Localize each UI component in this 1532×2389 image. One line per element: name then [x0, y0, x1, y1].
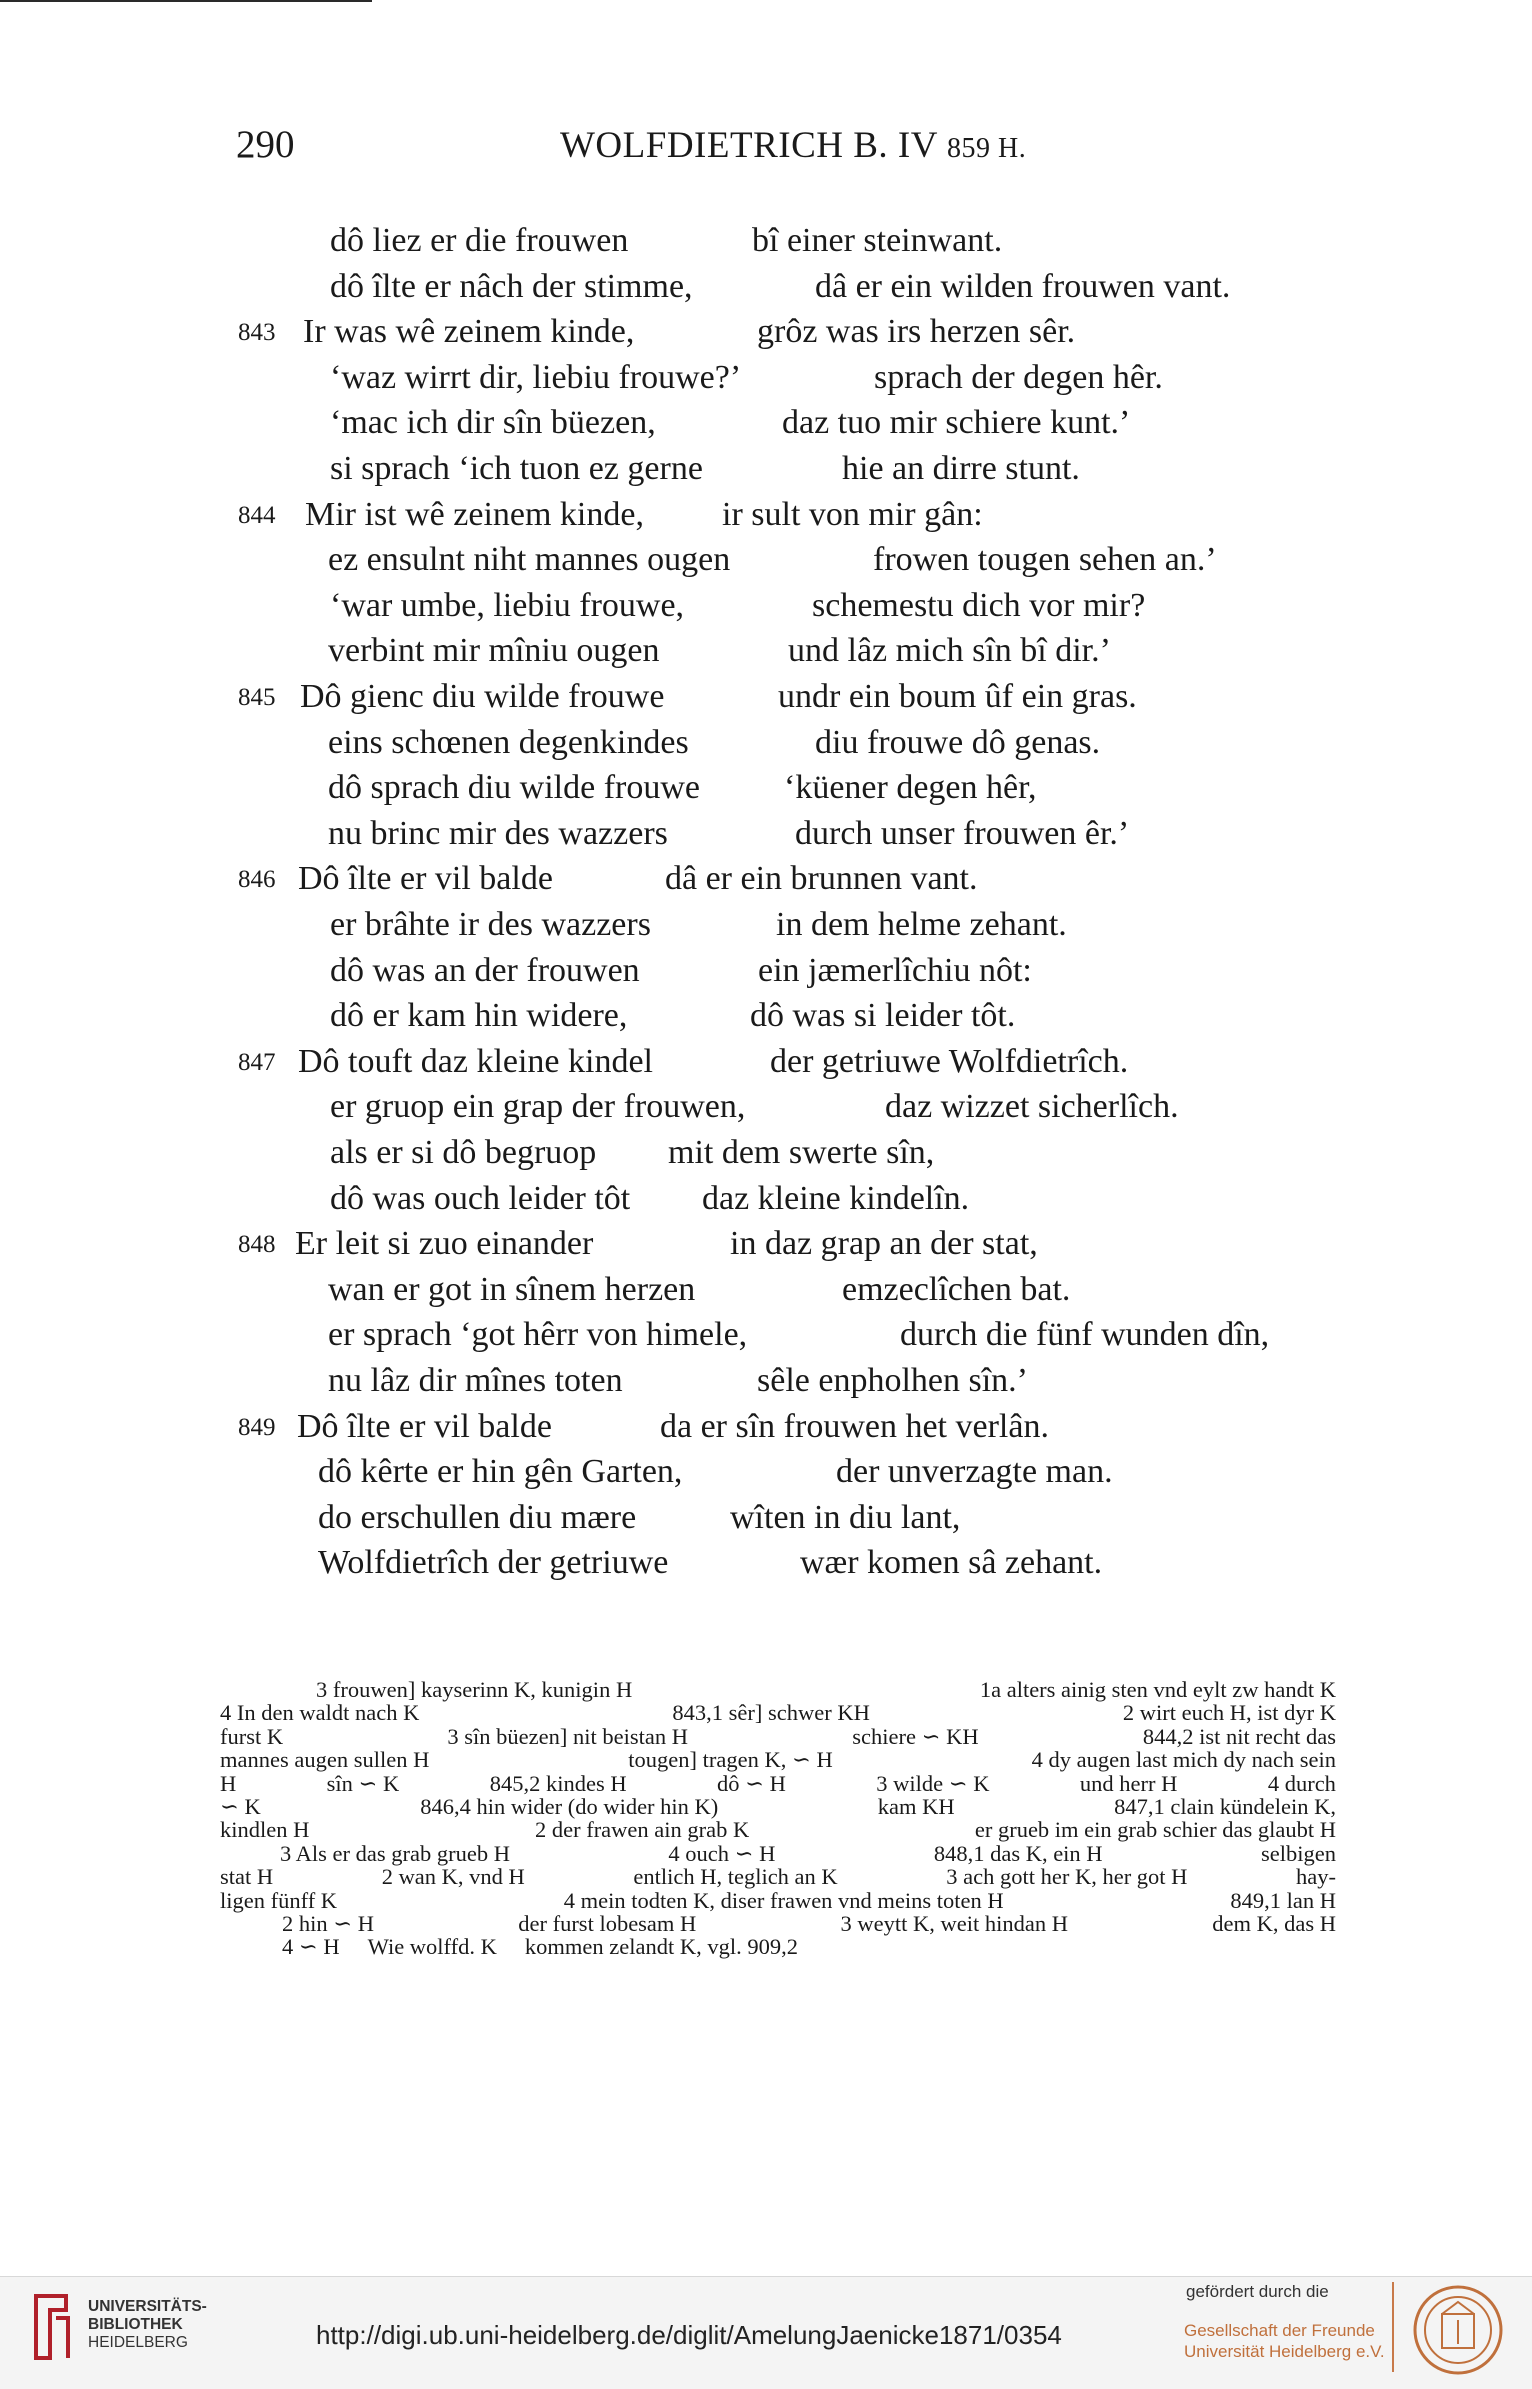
- verse-line: [0, 1180, 1320, 1226]
- verse-line: [0, 450, 1320, 496]
- apparatus-entry: 3 wilde ∽ K: [876, 1770, 990, 1796]
- half-line-a: ‘mac ich dir sîn büezen,: [330, 404, 656, 441]
- stanza-number: 845: [238, 684, 276, 711]
- apparatus-entry: 3 weytt K, weit hindan H: [840, 1910, 1068, 1936]
- apparatus-entry: 1a alters ainig sten vnd eylt zw handt K: [979, 1677, 1336, 1702]
- half-line-b: schemestu dich vor mir?: [812, 587, 1146, 624]
- half-line-a: Wolfdietrîch der getriuwe: [318, 1544, 669, 1581]
- half-line-b: daz tuo mir schiere kunt.’: [782, 404, 1131, 441]
- half-line-a: wan er got in sînem herzen: [328, 1271, 696, 1308]
- verse-line: [0, 1043, 1320, 1089]
- half-line-a: dô liez er die frouwen: [330, 222, 629, 259]
- half-line-b: dâ er ein brunnen vant.: [665, 860, 978, 897]
- half-line-a: ez ensulnt niht mannes ougen: [328, 541, 731, 578]
- apparatus-entry: mannes augen sullen H: [220, 1747, 430, 1773]
- apparatus-entry: 4 mein todten K, diser frawen vnd meins toten H: [563, 1887, 1004, 1913]
- half-line-a: dô er kam hin widere,: [330, 997, 628, 1034]
- page-number: 290: [236, 123, 295, 166]
- critical-apparatus: [220, 1678, 1336, 1959]
- apparatus-entry: 843,1 sêr] schwer KH: [672, 1700, 870, 1726]
- apparatus-line: [220, 1865, 1336, 1888]
- apparatus-entry: 848,1 das K, ein H: [933, 1840, 1103, 1866]
- half-line-a: Dô îlte er vil balde: [297, 1408, 552, 1445]
- verse-line: [0, 1134, 1320, 1180]
- verse-line: [0, 632, 1320, 678]
- library-name-line: UNIVERSITÄTS-: [88, 2298, 207, 2315]
- stanza-number: 843: [238, 319, 276, 346]
- half-line-a: nu lâz dir mînes toten: [328, 1362, 623, 1399]
- verse-line: [0, 222, 1320, 268]
- half-line-b: durch die fünf wunden dîn,: [900, 1316, 1270, 1353]
- apparatus-entry: schiere ∽ KH: [852, 1723, 979, 1749]
- verse-line: [0, 678, 1320, 724]
- verse-line: [0, 1088, 1320, 1134]
- sponsor-name-line: Gesellschaft der Freunde: [1184, 2321, 1375, 2340]
- library-name-line: HEIDELBERG: [88, 2334, 188, 2351]
- stanza-number: 849: [238, 1414, 276, 1441]
- verse-line: [0, 860, 1320, 906]
- half-line-a: er gruop ein grap der frouwen,: [330, 1088, 746, 1125]
- university-seal-icon: [1412, 2284, 1504, 2376]
- verse-line: [0, 587, 1320, 633]
- apparatus-entry: tougen] tragen K, ∽ H: [628, 1747, 833, 1773]
- half-line-a: dô kêrte er hin gên Garten,: [318, 1453, 683, 1490]
- apparatus-entry: Wie wolffd. K: [367, 1934, 497, 1960]
- apparatus-entry: 845,2 kindes H: [489, 1770, 627, 1796]
- half-line-b: daz wizzet sicherlîch.: [885, 1088, 1179, 1125]
- apparatus-entry: hay-: [1296, 1864, 1336, 1890]
- verse-line: [0, 1316, 1320, 1362]
- half-line-b: grôz was irs herzen sêr.: [757, 313, 1076, 350]
- sponsor-divider: [1392, 2282, 1394, 2372]
- apparatus-entry: 3 ach gott her K, her got H: [946, 1864, 1188, 1890]
- apparatus-entry: 2 wirt euch H, ist dyr K: [1122, 1700, 1336, 1726]
- apparatus-entry: kam KH: [877, 1793, 955, 1819]
- apparatus-entry: ∽ K: [220, 1793, 261, 1819]
- apparatus-entry: 847,1 clain kündelein K,: [1114, 1793, 1336, 1819]
- half-line-a: dô was an der frouwen: [330, 952, 640, 989]
- apparatus-entry: 4 ∽ H: [282, 1934, 340, 1960]
- half-line-b: ‘küener degen hêr,: [784, 769, 1037, 806]
- apparatus-line: [220, 1678, 1336, 1701]
- half-line-a: ‘waz wirrt dir, liebiu frouwe?’: [330, 359, 742, 396]
- half-line-b: hie an dirre stunt.: [842, 450, 1080, 487]
- verse-line: [0, 1225, 1320, 1271]
- half-line-b: ein jæmerlîchiu nôt:: [758, 952, 1032, 989]
- stanza-number: 846: [238, 866, 276, 893]
- running-head-ref: 859 H.: [947, 133, 1027, 164]
- library-logo-icon: [30, 2292, 72, 2362]
- verse-line: [0, 404, 1320, 450]
- half-line-a: nu brinc mir des wazzers: [328, 815, 668, 852]
- verse-line: [0, 359, 1320, 405]
- apparatus-entry: sîn ∽ K: [326, 1770, 400, 1796]
- half-line-b: in dem helme zehant.: [776, 906, 1067, 943]
- apparatus-line: [220, 1912, 1336, 1935]
- half-line-a: Dô touft daz kleine kindel: [298, 1043, 654, 1080]
- verse-line: [0, 1453, 1320, 1499]
- sponsor-name: [1184, 2320, 1385, 2362]
- verse-line: [0, 541, 1320, 587]
- half-line-a: do erschullen diu mære: [318, 1499, 637, 1536]
- apparatus-line: [220, 1889, 1336, 1912]
- half-line-b: diu frouwe dô genas.: [815, 724, 1101, 761]
- half-line-b: sprach der degen hêr.: [874, 359, 1163, 396]
- apparatus-entry: furst K: [220, 1723, 284, 1749]
- apparatus-line: [220, 1842, 1336, 1865]
- half-line-b: wær komen sâ zehant.: [800, 1544, 1103, 1581]
- half-line-b: dâ er ein wilden frouwen vant.: [815, 268, 1231, 305]
- apparatus-entry: 846,4 hin wider (do wider hin K): [420, 1793, 719, 1819]
- verse-line: [0, 268, 1320, 314]
- half-line-b: mit dem swerte sîn,: [668, 1134, 935, 1171]
- half-line-b: durch unser frouwen êr.’: [795, 815, 1130, 852]
- verse-line: [0, 1271, 1320, 1317]
- half-line-a: Ir was wê zeinem kinde,: [303, 313, 635, 350]
- half-line-b: frowen tougen sehen an.’: [873, 541, 1217, 578]
- apparatus-entry: kommen zelandt K, vgl. 909,2: [524, 1934, 798, 1960]
- half-line-a: Mir ist wê zeinem kinde,: [305, 496, 644, 533]
- verse-line: [0, 1408, 1320, 1454]
- apparatus-entry: er grueb im ein grab schier das glaubt H: [974, 1817, 1336, 1843]
- half-line-b: emzeclîchen bat.: [842, 1271, 1071, 1308]
- half-line-b: sêle enpholhen sîn.’: [757, 1362, 1028, 1399]
- verse-line: [0, 769, 1320, 815]
- apparatus-entry: dem K, das H: [1212, 1910, 1336, 1936]
- half-line-a: dô was ouch leider tôt: [330, 1180, 631, 1217]
- half-line-a: ‘war umbe, liebiu frouwe,: [330, 587, 685, 624]
- stanza-number: 847: [238, 1049, 276, 1076]
- apparatus-line: [220, 1772, 1336, 1795]
- sponsor-name-line: Universität Heidelberg e.V.: [1184, 2342, 1385, 2361]
- half-line-a: Dô îlte er vil balde: [298, 860, 553, 897]
- verse-line: [0, 815, 1320, 861]
- half-line-a: als er si dô begruop: [330, 1134, 597, 1171]
- verse-line: [0, 1362, 1320, 1408]
- half-line-b: ir sult von mir gân:: [722, 496, 983, 533]
- verse-line: [0, 997, 1320, 1043]
- apparatus-entry: 4 durch: [1267, 1770, 1336, 1796]
- apparatus-entry: selbigen: [1261, 1840, 1336, 1866]
- apparatus-entry: 3 frouwen] kayserinn K, kunigin H: [316, 1677, 633, 1702]
- half-line-a: er sprach ‘got hêrr von himele,: [328, 1316, 748, 1353]
- half-line-b: dô was si leider tôt.: [750, 997, 1016, 1034]
- half-line-b: der unverzagte man.: [836, 1453, 1113, 1490]
- apparatus-line: [220, 1795, 1336, 1818]
- apparatus-entry: und herr H: [1079, 1770, 1178, 1796]
- apparatus-entry: dô ∽ H: [717, 1770, 786, 1796]
- permalink-url[interactable]: http://digi.ub.uni-heidelberg.de/diglit/AmelungJaenicke1871/0354: [316, 2320, 1062, 2350]
- apparatus-entry: stat H: [220, 1864, 274, 1890]
- library-name-line: BIBLIOTHEK: [88, 2316, 183, 2333]
- verse-line: [0, 313, 1320, 359]
- half-line-a: si sprach ‘ich tuon ez gerne: [330, 450, 703, 487]
- apparatus-entry: 4 In den waldt nach K: [220, 1700, 420, 1726]
- half-line-b: und lâz mich sîn bî dir.’: [788, 632, 1111, 669]
- half-line-a: dô îlte er nâch der stimme,: [330, 268, 693, 305]
- half-line-a: verbint mir mîniu ougen: [328, 632, 660, 669]
- verse-line: [0, 1499, 1320, 1545]
- apparatus-entry: 849,1 lan H: [1230, 1887, 1336, 1913]
- apparatus-entry: entlich H, teglich an K: [633, 1864, 838, 1890]
- stanza-number: 848: [238, 1231, 276, 1258]
- apparatus-entry: 3 Als er das grab grueb H: [280, 1840, 510, 1866]
- apparatus-entry: 844,2 ist nit recht das: [1142, 1723, 1336, 1749]
- verse-line: [0, 906, 1320, 952]
- library-name: [88, 2298, 207, 2352]
- running-head: [560, 124, 1026, 167]
- half-line-b: bî einer steinwant.: [752, 222, 1003, 259]
- verse-line: [0, 1544, 1320, 1590]
- apparatus-entry: 2 hin ∽ H: [282, 1910, 374, 1936]
- top-rule: [0, 0, 372, 2]
- half-line-b: in daz grap an der stat,: [730, 1225, 1038, 1262]
- apparatus-line: [220, 1935, 1336, 1958]
- verse-line: [0, 496, 1320, 542]
- verse-line: [0, 724, 1320, 770]
- half-line-b: wîten in diu lant,: [730, 1499, 961, 1536]
- apparatus-line: [220, 1725, 1336, 1748]
- half-line-b: da er sîn frouwen het verlân.: [660, 1408, 1049, 1445]
- apparatus-entry: der furst lobesam H: [518, 1910, 697, 1936]
- half-line-b: der getriuwe Wolfdietrîch.: [770, 1043, 1129, 1080]
- half-line-a: er brâhte ir des wazzers: [330, 906, 651, 943]
- half-line-a: Er leit si zuo einander: [295, 1225, 594, 1262]
- half-line-b: daz kleine kindelîn.: [702, 1180, 970, 1217]
- apparatus-entry: kindlen H: [220, 1817, 310, 1843]
- apparatus-entry: H: [220, 1770, 237, 1796]
- half-line-a: eins schœnen degenkindes: [328, 724, 689, 761]
- apparatus-entry: 3 sîn büezen] nit beistan H: [447, 1723, 688, 1749]
- half-line-b: undr ein boum ûf ein gras.: [778, 678, 1137, 715]
- running-head-title: WOLFDIETRICH B. IV: [560, 125, 938, 166]
- apparatus-entry: 4 dy augen last mich dy nach sein: [1031, 1747, 1336, 1773]
- apparatus-entry: ligen fünff K: [220, 1887, 338, 1913]
- half-line-a: Dô gienc diu wilde frouwe: [300, 678, 665, 715]
- half-line-a: dô sprach diu wilde frouwe: [328, 769, 701, 806]
- apparatus-entry: 2 wan K, vnd H: [381, 1864, 525, 1890]
- sponsor-note: gefördert durch die: [1186, 2282, 1329, 2301]
- apparatus-entry: 4 ouch ∽ H: [668, 1840, 776, 1866]
- apparatus-line: [220, 1818, 1336, 1841]
- stanza-number: 844: [238, 502, 276, 529]
- apparatus-line: [220, 1748, 1336, 1771]
- verse-line: [0, 952, 1320, 998]
- apparatus-line: [220, 1701, 1336, 1724]
- apparatus-entry: 2 der frawen ain grab K: [534, 1817, 750, 1843]
